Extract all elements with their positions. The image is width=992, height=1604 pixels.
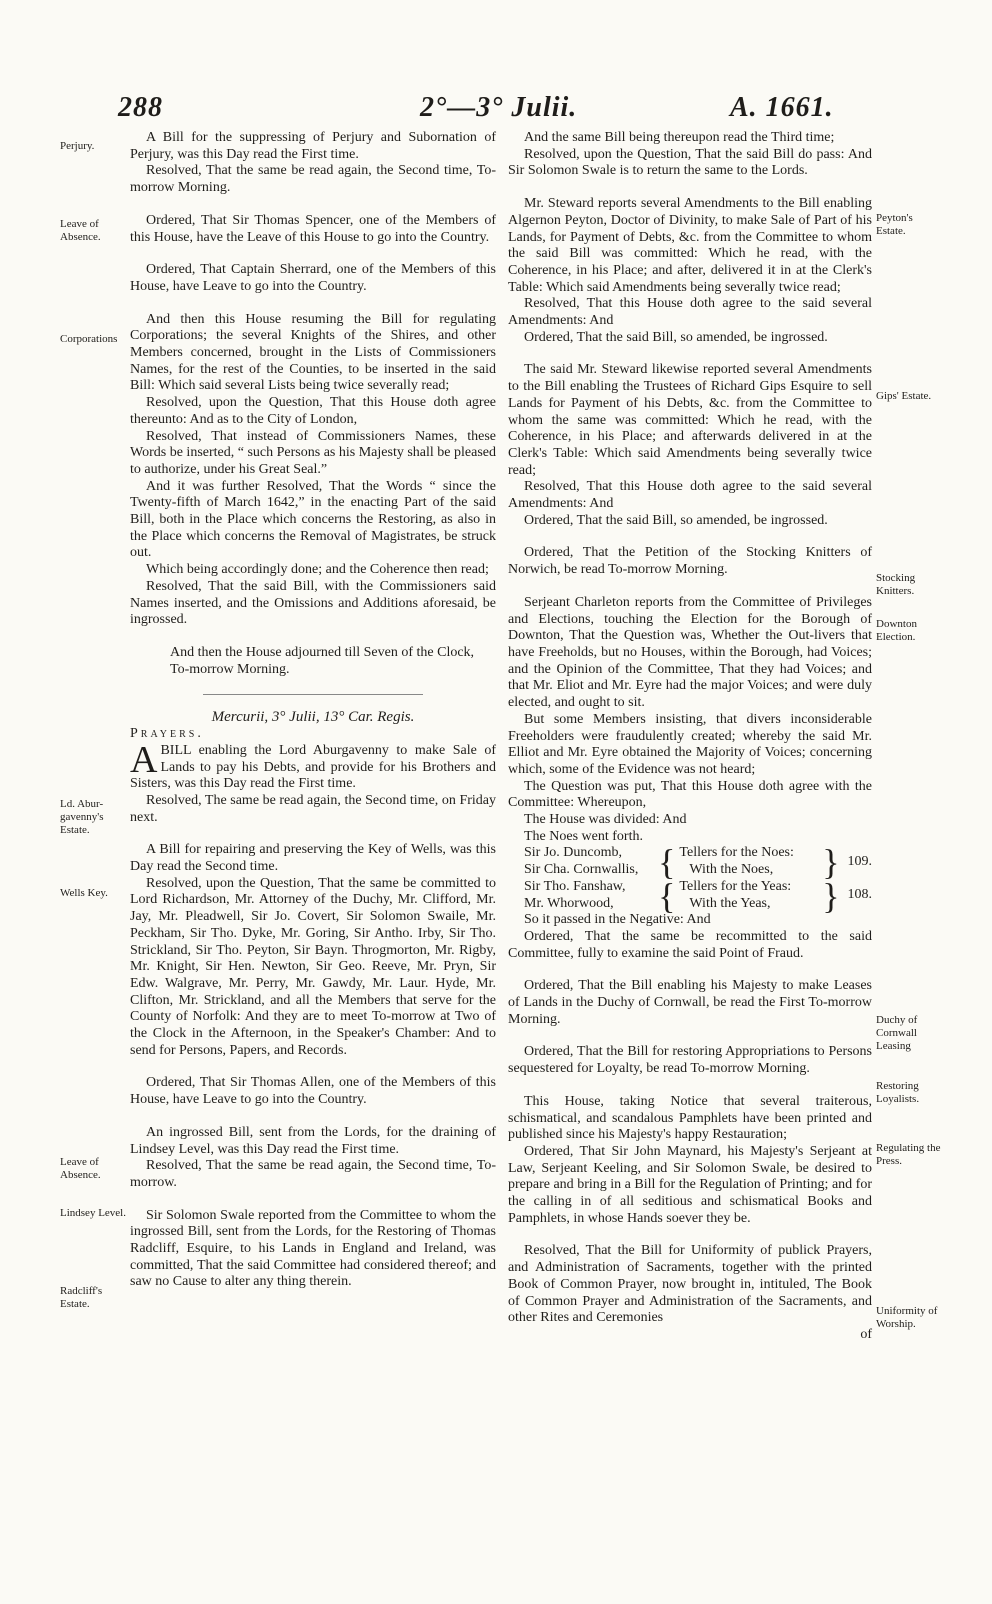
section-divider <box>203 694 423 695</box>
entry-text: Ordered, That the Bill for restoring Appropriations to Persons sequestered for Loyalty, be read To-morrow Morning. <box>508 1044 872 1077</box>
brace: { <box>658 875 676 916</box>
entry-text: Resolved, upon the Question, That the said Bill do pass: And Sir Solomon Swale is to return the same to the Lords. <box>508 146 872 179</box>
margin-note: Corporations <box>60 333 118 345</box>
entry-text: Serjeant Charleton reports from the Committee of Privileges and Elections, touching the Election for the Borough of Downton, That the Question was, Whether the Out-livers that have Freeholds, but no Houses, within the Borough, had Voices; and the Opinion of the Committee, That they had Voices; and that Mr. Eliot and Mr. Eyre had the major Voices; and were duly elected, and ought to sit. <box>508 594 872 711</box>
adjournment-text: And then the House adjourned till Seven of the Clock, To-morrow Morning. <box>170 644 475 677</box>
margin-note: Peyton's Estate. <box>876 212 913 237</box>
entry-text: This House, taking Notice that several traiterous, schismatical, and scandalous Pamphlets have been printed and published since his Majesty's happy Restauration; <box>508 1093 872 1143</box>
teller-role: Tellers for the Noes: <box>679 845 794 861</box>
entry-text: Resolved, That the same be read again, the Second time, To-morrow. <box>130 1158 496 1190</box>
entry-text: The said Mr. Steward likewise reported several Amendments to the Bill enabling the Trustees of Richard Gips Esquire to sell Lands for Payment of his Debts, &c. from the Committee to whom the same was committed: Which he read, with the Coherence, in his Place; and afterwards delivered in at the Clerk's Table: Which said Amendments being severally twice read; <box>508 362 872 478</box>
margin-note: Regulating the Press. <box>876 1142 941 1167</box>
teller-role: With the Noes, <box>689 862 774 878</box>
entry-text: Ordered, That Captain Sherrard, one of the Members of this House, have Leave to go into the Country. <box>130 262 496 294</box>
teller-name: Mr. Whorwood, <box>524 895 614 911</box>
margin-note: Stocking Knitters. <box>876 572 916 597</box>
page-date: 2°—3° Julii. <box>420 92 578 123</box>
vote-count: 108. <box>847 887 872 903</box>
catchword: of <box>860 1327 872 1342</box>
margin-note: Wells Key. <box>60 887 108 899</box>
page-year: A. 1661. <box>730 92 834 123</box>
entry-text: BILL enabling the Lord Aburgavenny to make Sale of Lands to pay his Debts, and provide for his Brothers and Sisters, was this Day read the First time. <box>130 742 496 792</box>
teller-name: Sir Jo. Duncomb, <box>524 845 622 861</box>
teller-name: Sir Tho. Fanshaw, <box>524 878 626 894</box>
margin-note: Downton Election. <box>876 618 917 643</box>
entry-text: Sir Solomon Swale reported from the Committee to whom the ingrossed Bill, sent from the Lords, for the Restoring of Thomas Radcliff, Esquire, to his Lands in England and Ireland, was committed, That the said Committee had considered thereof; and saw no Cause to alter any thing therein. <box>130 1207 496 1290</box>
margin-note: Leave of Absence. <box>60 1156 101 1181</box>
teller-role: Tellers for the Yeas: <box>679 878 792 894</box>
margin-note: Perjury. <box>60 140 95 152</box>
margin-note: Radcliff's Estate. <box>60 1285 103 1310</box>
entry-text: Resolved, upon the Question, That this House doth agree thereunto: And as to the City of London, <box>130 395 496 427</box>
entry-text: Ordered, That the Bill enabling his Majesty to make Leases of Lands in the Duchy of Cornwall, be read the First To-morrow Morning. <box>508 978 872 1027</box>
teller-name: Sir Cha. Cornwallis, <box>524 862 639 878</box>
entry-text: And then this House resuming the Bill for regulating Corporations; the several Knights of the Shires, and other Members concerned, brought in the Lists of Commissioners Names, for the rest of the Counties, to be inserted in the said Bill: Which said several Lists being twice severally read; <box>130 311 496 394</box>
entry-text: An ingrossed Bill, sent from the Lords, for the draining of Lindsey Level, was this Day read the First time. <box>130 1124 496 1157</box>
entry-text: Resolved, That the same be read again, the Second time, To-morrow Morning. <box>130 163 496 196</box>
entry-text: The Noes went forth. <box>524 828 643 844</box>
brace: } <box>822 842 840 883</box>
entry-text: Ordered, That the said Bill, so amended, be ingrossed. <box>524 329 828 345</box>
entry-text: Resolved, upon the Question, That the same be committed to Lord Richardson, Mr. Attorney of the Duchy, Mr. Clifford, Mr. Jay, Mr. Pleadwell, Sir Jo. Covert, Sir Solomon Swaile, Mr. Peckham, Sir Tho. Dyke, Mr. Goring, Sir Antho. Irby, Sir Tho. Strickland, Sir Tho. Peyton, Sir Bayn. Throgmorton, Mr. Rigby, Mr. Knight, Sir Hen. Newton, Sir Geo. Reeve, Mr. Pryn, Sir Edw. Walgrave, Mr. Perry, Mr. Gawdy, Mr. Laur. Hyde, Mr. Clifton, Mr. Strickland, and all the Members that serve for the County of Norfolk: And they are to meet To-morrow at Two of the Clock in the Afternoon, in the Speaker's Chamber: And to send for Persons, Papers, and Records. <box>130 875 496 1058</box>
margin-note: Leave of Absence. <box>60 218 101 243</box>
entry-text: Ordered, That the Petition of the Stocking Knitters of Norwich, be read To-morrow Morning. <box>508 545 872 578</box>
entry-text: Resolved, The same be read again, the Second time, on Friday next. <box>130 792 496 825</box>
brace: { <box>658 842 676 883</box>
margin-note: Duchy of Cornwall Leasing <box>876 1014 918 1052</box>
entry-text <box>130 738 496 793</box>
drop-cap: A <box>130 738 158 781</box>
tellers-noes <box>508 842 872 883</box>
entry-text: And the same Bill being thereupon read the Third time; <box>524 130 835 145</box>
day-title: Mercurii, 3° Julii, 13° Car. Regis. <box>211 709 415 726</box>
entry-text: Ordered, That Sir Thomas Allen, one of the Members of this House, have Leave to go into the Country. <box>130 1075 496 1108</box>
right-column <box>508 130 872 1344</box>
entry-text: Ordered, That Sir Thomas Spencer, one of the Members of this House, have the Leave of this House to go into the Country. <box>130 212 496 245</box>
tellers-yeas <box>508 875 872 916</box>
margin-note: Ld. Abur-gavenny's Estate. <box>60 798 104 836</box>
entry-text: And it was further Resolved, That the Words “ since the Twenty-fifth of March 1642,” in the enacting Part of the said Bill, both in the Place which concerns the Restoring, as also in the Place which concerns the Removal of Magistrates, be struck out. <box>130 478 496 561</box>
entry-text: Resolved, That this House doth agree to the said several Amendments: And <box>508 479 872 512</box>
vote-count: 109. <box>847 853 872 869</box>
entry-text: A Bill for repairing and preserving the Key of Wells, was this Day read the Second time. <box>130 842 496 875</box>
entry-text: Ordered, That the said Bill, so amended, be ingrossed. <box>524 512 828 528</box>
entry-text: The House was divided: And <box>524 812 687 828</box>
margin-note: Gips' Estate. <box>876 390 932 402</box>
left-column <box>130 130 496 1291</box>
entry-text: Ordered, That the same be recommitted to the said Committee, fully to examine the said Point of Fraud. <box>508 928 872 961</box>
entry-text: Resolved, That this House doth agree to the said several Amendments: And <box>508 296 872 329</box>
page-number: 288 <box>118 92 163 123</box>
entry-text: Which being accordingly done; and the Coherence then read; <box>146 562 489 578</box>
entry-text: Mr. Steward reports several Amendments to the Bill enabling Algernon Peyton, Doctor of Divinity, to make Sale of Part of his Lands, for Payment of Debts, &c. from the Committee to whom the said Bill was committed: Which he read, with the Coherence, in his Place; and after, delivered it in at the Clerk's Table: Which said Amendments being severally twice read; <box>508 196 872 295</box>
entry-text: So it passed in the Negative: And <box>524 912 711 928</box>
prayers-heading: Prayers. <box>130 726 204 742</box>
margin-note: Lindsey Level. <box>60 1207 126 1219</box>
entry-text: But some Members insisting, that divers inconsiderable Freeholders were fraudulently created; whereby the said Mr. Elliot and Mr. Eyre obtained the Majority of Voices; concerning which, some of the Evidence was not heard; <box>508 711 872 777</box>
entry-text: Resolved, That instead of Commissioners Names, these Words be inserted, “ such Persons as his Majesty shall be pleased to authorize, under his Great Seal.” <box>130 428 496 477</box>
entry-text: A Bill for the suppressing of Perjury and Subornation of Perjury, was this Day read the First time. <box>130 130 496 162</box>
entry-text: Ordered, That Sir John Maynard, his Majesty's Serjeant at Law, Serjeant Keeling, and Sir Solomon Swale, be desired to prepare and bring in a Bill for the Regulation of Printing; and for the calling in of all seditious and schismatical Books and Pamphlets, in whose Hands soever they be. <box>508 1143 872 1226</box>
entry-text: Resolved, That the Bill for Uniformity of publick Prayers, and Administration of Sacraments, together with the printed Book of Common Prayer, now brought in, intituled, The Book of Common Prayer and Administration of the Sacraments, and other Rites and Ceremonies <box>508 1243 872 1326</box>
margin-note: Restoring Loyalists. <box>876 1080 920 1105</box>
margin-note: Uniformity of Worship. <box>876 1305 938 1330</box>
entry-text: The Question was put, That this House doth agree with the Committee: Whereupon, <box>508 778 872 811</box>
teller-role: With the Yeas, <box>689 895 771 911</box>
brace: } <box>822 875 840 916</box>
entry-text: Resolved, That the said Bill, with the Commissioners said Names inserted, and the Omissions and Additions aforesaid, be ingrossed. <box>130 578 496 628</box>
